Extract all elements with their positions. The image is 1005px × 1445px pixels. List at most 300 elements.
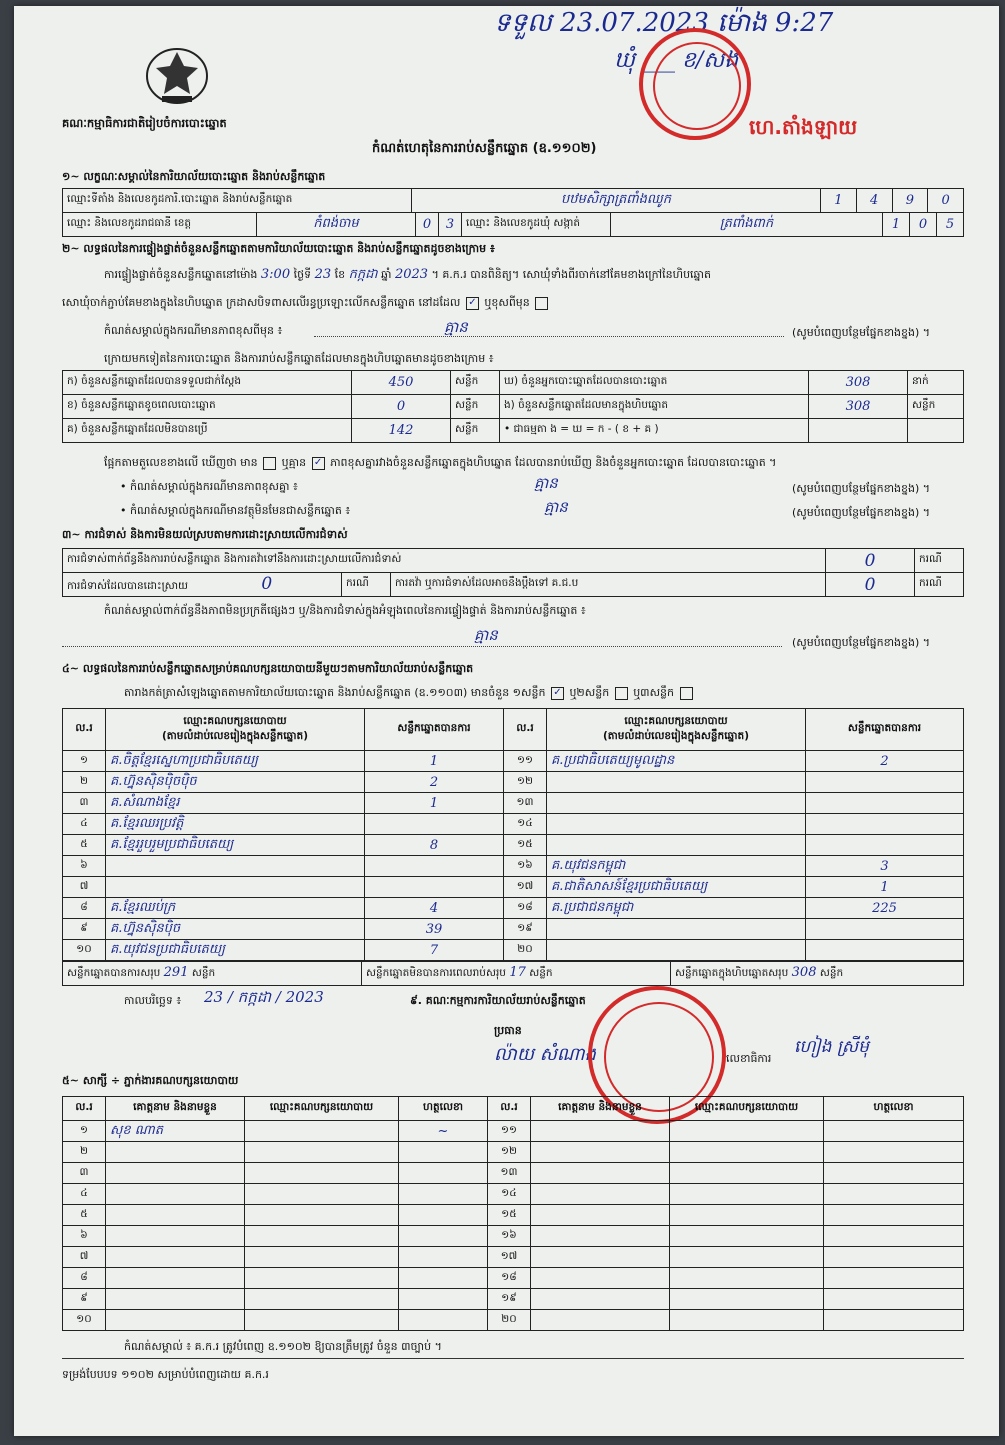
witness-no-right: ១៩ xyxy=(488,1289,531,1310)
witness-no-right: ១៨ xyxy=(488,1268,531,1289)
objection-row2-unit: ករណី xyxy=(342,573,391,597)
witness-table xyxy=(62,1096,964,1331)
secretary-label: លេខាធិការ xyxy=(726,1052,772,1065)
witness-party xyxy=(245,1142,399,1163)
witness-name xyxy=(106,1289,245,1310)
bullet2-label: • កំណត់សម្គាល់ក្នុងករណីមានវត្ថុមិនមែនជាសន្លឹកឆ្នោត ៖ xyxy=(120,504,351,517)
ballot-count-table xyxy=(62,370,964,443)
witness-party-right xyxy=(670,1226,824,1247)
party-name: គ.ខ្មែររួបរួមប្រជាធិបតេយ្យ xyxy=(106,835,365,856)
three-sheet-checkbox[interactable] xyxy=(680,687,693,700)
party-no-right: ១៣ xyxy=(504,793,547,814)
two-sheet-checkbox[interactable] xyxy=(615,687,628,700)
party-votes-right xyxy=(806,814,964,835)
station-code-2: 4 xyxy=(856,189,892,213)
ballot-value-right: 308 xyxy=(809,371,908,395)
col-votes: សន្លឹកឆ្នោតបានការ xyxy=(365,709,504,751)
section1-table xyxy=(62,188,964,213)
witness-no: ៧ xyxy=(63,1247,106,1268)
witness-no: ៦ xyxy=(63,1226,106,1247)
party-votes xyxy=(365,856,504,877)
party-votes: 8 xyxy=(365,835,504,856)
party-name: គ.ខ្មែរឈរប្រវត្តិ xyxy=(106,814,365,835)
w-col-party: ឈ្មោះគណបក្សនយោបាយ xyxy=(245,1097,399,1121)
party-name-right: គ.ប្រជាធិបតេយ្យមូលដ្ឋាន xyxy=(547,751,806,772)
ballot-label: គ) ចំនួនសន្លឹកឆ្នោតដែលមិនបានប្រើ xyxy=(63,419,352,443)
totals-table xyxy=(62,961,964,986)
witness-sign xyxy=(399,1163,488,1184)
table-row xyxy=(63,1121,964,1142)
ballot-unit: សន្លឹក xyxy=(451,371,500,395)
table-row xyxy=(63,1226,964,1247)
station-code-1: 1 xyxy=(821,189,857,213)
received-place: ឃុំ ___ ខ/សង xyxy=(614,48,739,73)
section4-title: ៤~ លទ្ធផលនៃការរាប់សន្លឹកឆ្នោតសម្រាប់គណបក្សនយោបាយនីមួយៗតាមការិយាល័យរាប់សន្លឹកឆ្នោត xyxy=(62,662,474,675)
party-results-table xyxy=(62,708,964,961)
party-votes-right: 3 xyxy=(806,856,964,877)
objection-table xyxy=(62,548,964,597)
bullet1-hint: (សូមបំពេញបន្ថែមផ្នែកខាងខ្នង) ។ xyxy=(792,482,931,495)
party-no-right: ១២ xyxy=(504,772,547,793)
party-name-right xyxy=(547,814,806,835)
witness-name-right xyxy=(531,1205,670,1226)
total-valid-value: 291 xyxy=(163,965,189,980)
party-votes: 4 xyxy=(365,898,504,919)
province-code-1: 0 xyxy=(416,213,439,237)
party-name-right xyxy=(547,772,806,793)
ballot-label: ខ) ចំនួនសន្លឹកឆ្នោតខូចពេលបោះឆ្នោត xyxy=(63,395,352,419)
witness-no-right: ២០ xyxy=(488,1310,531,1331)
bullet2-hint: (សូមបំពេញបន្ថែមផ្នែកខាងខ្នង) ។ xyxy=(792,506,931,519)
col-no-right: ល.រ xyxy=(504,709,547,751)
objection-row1-value: 0 xyxy=(826,549,915,573)
witness-name xyxy=(106,1205,245,1226)
witness-sign-right xyxy=(824,1226,964,1247)
intro-text-b: ឬ២សន្លឹក xyxy=(569,686,610,699)
committee-name: គណៈកម្មាធិការជាតិរៀបចំការបោះឆ្នោត xyxy=(62,116,227,130)
col-party-right xyxy=(547,709,806,751)
objection-row1-label: ការជំទាស់ពាក់ព័ន្ធនឹងការរាប់សន្លឹកឆ្នោត និងការតវ៉ាទៅនឹងការដោះស្រាយលើការជំទាស់ xyxy=(63,549,826,573)
witness-sign xyxy=(399,1289,488,1310)
table-row xyxy=(63,919,964,940)
party-votes xyxy=(365,877,504,898)
party-votes-right: 2 xyxy=(806,751,964,772)
party-name-right xyxy=(547,835,806,856)
appeal-unit: ករណី xyxy=(915,573,964,597)
witness-sign xyxy=(399,1268,488,1289)
party-name-right xyxy=(547,940,806,961)
section3-title: ៣~ ការជំទាស់ និងការមិនយល់ស្របតាមការដោះស្រាយលើការជំទាស់ xyxy=(62,528,348,541)
appeal-label: ការតវ៉ា ឬការជំទាស់ដែលអាចនឹងប្តឹងទៅ គ.ជ.ប xyxy=(391,573,826,597)
table-row xyxy=(63,772,964,793)
witness-party xyxy=(245,1226,399,1247)
para4-text-a: ផ្អែកតាមតួលេខខាងលើ ឃើញថា មាន xyxy=(104,456,258,469)
table-row xyxy=(63,1184,964,1205)
party-votes: 7 xyxy=(365,940,504,961)
changed-checkbox[interactable] xyxy=(535,297,548,310)
stamp-signature-note: ហេ.តាំងឡាយ xyxy=(749,115,858,139)
ballot-value: 0 xyxy=(352,395,451,419)
col-party xyxy=(106,709,365,751)
section4-intro xyxy=(124,686,695,700)
witness-party-right xyxy=(670,1163,824,1184)
witness-name-right xyxy=(531,1310,670,1331)
total-invalid xyxy=(362,962,671,986)
witness-no-right: ១៣ xyxy=(488,1163,531,1184)
total-valid xyxy=(63,962,362,986)
party-name: គ.យុវជនប្រជាធិបតេយ្យ xyxy=(106,940,365,961)
witness-name xyxy=(106,1142,245,1163)
witness-name-right xyxy=(531,1226,670,1247)
party-name: គ.ខ្មែរឈប់ក្រ xyxy=(106,898,365,919)
form-footer: ទម្រង់បែបបទ ១១០២ សម្រាប់បំពេញដោយ គ.ក.រ xyxy=(62,1368,269,1381)
ballot-unit-right xyxy=(908,419,964,443)
party-votes: 1 xyxy=(365,751,504,772)
witness-party xyxy=(245,1163,399,1184)
col-party-title-right: ឈ្មោះគណបក្សនយោបាយ xyxy=(624,714,728,727)
section2-para4 xyxy=(104,456,776,470)
col-votes-right: សន្លឹកឆ្នោតបានការ xyxy=(806,709,964,751)
party-votes-right xyxy=(806,940,964,961)
witness-sign-right xyxy=(824,1121,964,1142)
resolved-label: ការជំទាស់ដែលបានដោះស្រាយ xyxy=(67,580,189,592)
section2-para3: ក្រោយមកទៀតនៃការបោះឆ្នោត និងការរាប់សន្លឹកឆ្នោតដែលមានក្នុងហិបឆ្នោតមានដូចខាងក្រោម ៖ xyxy=(104,352,494,365)
witness-name-right xyxy=(531,1184,670,1205)
witness-no: ១ xyxy=(63,1121,106,1142)
objection-row1-unit: ករណី xyxy=(915,549,964,573)
party-name: គ.ហ្វ៊ុនស៊ិនប៉ិច xyxy=(106,919,365,940)
table-row xyxy=(63,898,964,919)
unchanged-checkbox[interactable]: ✓ xyxy=(466,297,479,310)
party-votes: 39 xyxy=(365,919,504,940)
witness-name xyxy=(106,1163,245,1184)
para1-text-e: ។ គ.ក.រ បានពិនិត្យ។ សោឃុំទាំងពីរចាក់នៅគែមខាងក្រៅនៃហិបឆ្នោត xyxy=(431,268,712,281)
party-name: គ.សំណាងខ្មែរ xyxy=(106,793,365,814)
party-votes-right: 1 xyxy=(806,877,964,898)
secretary-name: ហៀង ស្រីមុំ xyxy=(794,1037,869,1057)
para2-text: សោឃុំចាក់ភ្ជាប់គែមខាងក្នុងនៃហិបឆ្នោត ក្រដាសបិទពាសលើរន្ធប្រឡោះលើកសន្លឹកឆ្នោត នៅដដែល xyxy=(62,296,461,309)
ballot-unit-right: នាក់ xyxy=(908,371,964,395)
para4-text-c: ភាពខុសគ្នារវាងចំនួនសន្លឹកឆ្នោតក្នុងហិបឆ្នោត ដែលបានរាប់ឃើញ និងចំនួនអ្នកបោះឆ្នោត ដែលបានបោះឆ្នោត ។ xyxy=(330,456,777,469)
party-name-right: គ.ប្រជាជនកម្ពុជា xyxy=(547,898,806,919)
chair-label: ប្រធាន xyxy=(494,1024,522,1037)
col-party-title: ឈ្មោះគណបក្សនយោបាយ xyxy=(183,714,287,727)
col-party-sub-right: (តាមលំដាប់លេខរៀងក្នុងសន្លឹកឆ្នោត) xyxy=(602,729,750,742)
party-name: គ.ហ្វ៊ុនស៊ិនប៉ិចប៉ិច xyxy=(106,772,365,793)
total-valid-label: សន្លឹកឆ្នោតបានការសរុប xyxy=(67,967,161,979)
witness-name-right xyxy=(531,1163,670,1184)
commune-name: ត្រពាំងពាក់ xyxy=(611,213,883,237)
objection-row2-label xyxy=(63,573,342,597)
w-col-name: គោត្តនាម និងនាមខ្លួន xyxy=(106,1097,245,1121)
section3-note: កំណត់សម្គាល់ពាក់ព័ន្ធនឹងភាពមិនប្រក្រតីផ្សេងៗ ឬ/និងការជំទាស់ក្នុងអំឡុងពេលនៃការផ្ទៀងផ្ទាត់ និងការរាប់សន្លឹកឆ្នោត ៖ xyxy=(104,604,586,617)
witness-no: ៣ xyxy=(63,1163,106,1184)
note-diff-hint: (សូមបំពេញបន្ថែមផ្នែកខាងខ្នង) ។ xyxy=(792,326,931,339)
ballot-unit: សន្លឹក xyxy=(451,395,500,419)
verify-day: 23 xyxy=(314,267,332,282)
party-no-right: ២០ xyxy=(504,940,547,961)
party-votes-right xyxy=(806,772,964,793)
party-no-right: ១១ xyxy=(504,751,547,772)
witness-no: ៩ xyxy=(63,1289,106,1310)
witness-sign-right xyxy=(824,1184,964,1205)
province-name: កំពង់ចាម xyxy=(257,213,416,237)
w-col-sign-right: ហត្ថលេខា xyxy=(824,1097,964,1121)
no-diff-checkbox[interactable]: ✓ xyxy=(312,457,325,470)
party-votes-right: 225 xyxy=(806,898,964,919)
w-col-no-right: ល.រ xyxy=(488,1097,531,1121)
witness-party-right xyxy=(670,1289,824,1310)
table-row xyxy=(63,877,964,898)
w-col-no: ល.រ xyxy=(63,1097,106,1121)
party-votes: 1 xyxy=(365,793,504,814)
witness-name xyxy=(106,1247,245,1268)
witness-no-right: ១៥ xyxy=(488,1205,531,1226)
party-votes-right xyxy=(806,835,964,856)
station-code-3: 9 xyxy=(892,189,928,213)
dotted-line-2 xyxy=(62,646,782,647)
verify-month: កក្កដា xyxy=(348,267,378,282)
witness-no: ១០ xyxy=(63,1310,106,1331)
table-row xyxy=(63,1205,964,1226)
table-row xyxy=(63,856,964,877)
witness-name xyxy=(106,1226,245,1247)
note-diff-value: គ្មាន xyxy=(444,318,468,336)
ballot-unit: សន្លឹក xyxy=(451,419,500,443)
party-no-right: ១៤ xyxy=(504,814,547,835)
witness-sign: ~ xyxy=(399,1121,488,1142)
party-no-right: ១៥ xyxy=(504,835,547,856)
witness-party xyxy=(245,1247,399,1268)
w-col-party-right: ឈ្មោះគណបក្សនយោបាយ xyxy=(670,1097,824,1121)
witness-name xyxy=(106,1310,245,1331)
verify-time: 3:00 xyxy=(260,267,291,282)
party-no: ១០ xyxy=(63,940,106,961)
witness-sign xyxy=(399,1226,488,1247)
witness-name: សុខ ណាត xyxy=(106,1121,245,1142)
witness-no: ៨ xyxy=(63,1268,106,1289)
ballot-value: 450 xyxy=(352,371,451,395)
party-name-right xyxy=(547,793,806,814)
party-no: ១ xyxy=(63,751,106,772)
party-name xyxy=(106,856,365,877)
total-box-unit: សន្លឹក xyxy=(819,967,844,979)
section5-note: កំណត់សម្គាល់ ៖ គ.ក.រ ត្រូវបំពេញ ឧ.១១០២ ឱ្យបានត្រឹមត្រូវ ចំនួន ៣ច្បាប់ ។ xyxy=(124,1340,442,1353)
witness-name-right xyxy=(531,1247,670,1268)
witness-sign xyxy=(399,1184,488,1205)
station-name: បឋមសិក្សាត្រពាំងឈូក xyxy=(412,189,821,213)
ballot-label-right: ង) ចំនួនសន្លឹកឆ្នោតដែលមានក្នុងហិបឆ្នោត xyxy=(500,395,809,419)
table-row xyxy=(63,835,964,856)
witness-sign xyxy=(399,1205,488,1226)
witness-party-right xyxy=(670,1310,824,1331)
ballot-value: 142 xyxy=(352,419,451,443)
witness-party xyxy=(245,1205,399,1226)
section3-hint: (សូមបំពេញបន្ថែមផ្នែកខាងខ្នង) ។ xyxy=(792,636,931,649)
witness-party xyxy=(245,1310,399,1331)
party-no-right: ១៦ xyxy=(504,856,547,877)
bullet2-value: គ្មាន xyxy=(544,498,568,516)
party-no-right: ១៨ xyxy=(504,898,547,919)
section2-para1 xyxy=(104,268,711,282)
total-valid-unit: សន្លឹក xyxy=(191,967,216,979)
form-title: កំណត់ហេតុនៃការរាប់សន្លឹកឆ្នោត (ឧ.១១០២) xyxy=(372,141,597,156)
witness-party xyxy=(245,1289,399,1310)
witness-sign-right xyxy=(824,1205,964,1226)
witness-no-right: ១៦ xyxy=(488,1226,531,1247)
witness-sign xyxy=(399,1247,488,1268)
table-row xyxy=(63,751,964,772)
witness-no-right: ១២ xyxy=(488,1142,531,1163)
party-no: ៤ xyxy=(63,814,106,835)
witness-name-right xyxy=(531,1142,670,1163)
witness-name-right xyxy=(531,1289,670,1310)
party-no: ៧ xyxy=(63,877,106,898)
footer-divider xyxy=(62,1358,964,1359)
red-stamp-top xyxy=(639,28,751,140)
witness-party-right xyxy=(670,1247,824,1268)
province-label: ឈ្មោះ និងលេខកូដរាជធានី ខេត្ត xyxy=(63,213,257,237)
date-label: កាលបរិច្ឆេទ ៖ xyxy=(124,994,182,1007)
date-value: 23 / កក្កដា / 2023 xyxy=(204,988,324,1006)
ballot-label: ក) ចំនួនសន្លឹកឆ្នោតដែលបានទទួលជាក់ស្តែង xyxy=(63,371,352,395)
witness-sign xyxy=(399,1142,488,1163)
ballot-row xyxy=(63,419,964,443)
total-box-value: 308 xyxy=(791,965,817,980)
section2-title: ២~ លទ្ធផលនៃការផ្ទៀងផ្ទាត់ចំនួនសន្លឹកឆ្នោតតាមការិយាល័យបោះឆ្នោត និងរាប់សន្លឹកឆ្នោតដូចខាងក្រោម ៖ xyxy=(62,242,495,255)
witness-party-right xyxy=(670,1184,824,1205)
verify-year: 2023 xyxy=(394,267,429,282)
note-diff-label: កំណត់សម្គាល់ក្នុងករណីមានភាពខុសពីមុន ៖ xyxy=(104,324,283,337)
party-no-right: ១៧ xyxy=(504,877,547,898)
w-col-sign: ហត្ថលេខា xyxy=(399,1097,488,1121)
ballot-row xyxy=(63,371,964,395)
section1-table-row2 xyxy=(62,212,964,237)
table-row xyxy=(63,1289,964,1310)
ballot-unit-right: សន្លឹក xyxy=(908,395,964,419)
witness-sign-right xyxy=(824,1268,964,1289)
section5-title: ៥~ សាក្សី ÷ ភ្នាក់ងារគណបក្សនយោបាយ xyxy=(62,1074,239,1087)
committee-label: ៩. គណៈកម្មការការិយាល័យរាប់សន្លឹកឆ្នោត xyxy=(410,994,586,1007)
col-no: ល.រ xyxy=(63,709,106,751)
table-row xyxy=(63,1142,964,1163)
para1-text-c: ខែ xyxy=(334,268,346,281)
col-party-sub: (តាមលំដាប់លេខរៀងក្នុងសន្លឹកឆ្នោត) xyxy=(161,729,309,742)
party-name: គ.ចិត្តខ្មែរស្នេហាប្រជាធិបតេយ្យ xyxy=(106,751,365,772)
ballot-label-right: ឃ) ចំនួនអ្នកបោះឆ្នោតដែលបានបោះឆ្នោត xyxy=(500,371,809,395)
received-note: ទទួល 23.07.2023 ម៉ោង 9:27 xyxy=(494,8,834,38)
witness-sign xyxy=(399,1310,488,1331)
witness-name-right xyxy=(531,1121,670,1142)
ballot-row xyxy=(63,395,964,419)
party-name-right: គ.ជាតិសាសន៍ខ្មែរប្រជាធិបតេយ្យ xyxy=(547,877,806,898)
intro-text: តារាងកត់ត្រាសំឡេងឆ្នោតតាមការិយាល័យបោះឆ្នោត និងរាប់សន្លឹកឆ្នោត (ឧ.១១០៣) មានចំនួន ១សន្លឹក xyxy=(124,686,546,699)
ballot-label-right: • ជាធម្មតា ង = ឃ = ក - ( ខ + គ ) xyxy=(500,419,809,443)
witness-party-right xyxy=(670,1142,824,1163)
para1-text-a: ការផ្ទៀងផ្ទាត់ចំនួនសន្លឹកឆ្នោតនៅម៉ោង xyxy=(104,268,258,281)
total-box-label: សន្លឹកឆ្នោតក្នុងហិបឆ្នោតសរុប xyxy=(675,967,789,979)
para1-text-d: ឆ្នាំ xyxy=(381,268,392,281)
witness-sign-right xyxy=(824,1310,964,1331)
table-row xyxy=(63,940,964,961)
table-row xyxy=(63,1163,964,1184)
commune-code-3: 5 xyxy=(937,213,964,237)
party-no-right: ១៩ xyxy=(504,919,547,940)
witness-no: ២ xyxy=(63,1142,106,1163)
commune-label: ឈ្មោះ និងលេខកូដឃុំ សង្កាត់ xyxy=(462,213,611,237)
table-row xyxy=(63,1247,964,1268)
party-name xyxy=(106,877,365,898)
party-no: ៩ xyxy=(63,919,106,940)
witness-party-right xyxy=(670,1268,824,1289)
witness-sign-right xyxy=(824,1163,964,1184)
party-no: ៦ xyxy=(63,856,106,877)
table-row xyxy=(63,814,964,835)
table-row xyxy=(63,793,964,814)
ballot-value-right xyxy=(809,419,908,443)
intro-text-c: ឬ៣សន្លឹក xyxy=(633,686,675,699)
party-votes xyxy=(365,814,504,835)
witness-party xyxy=(245,1184,399,1205)
party-no: ៥ xyxy=(63,835,106,856)
para2-text-b: ឬខុសពីមុន xyxy=(484,296,530,309)
witness-sign-right xyxy=(824,1142,964,1163)
table-row xyxy=(63,1310,964,1331)
witness-no-right: ១១ xyxy=(488,1121,531,1142)
station-label: ឈ្មោះទីតាំង និងលេខកូដការិ.បោះឆ្នោត និងរាប់សន្លឹកឆ្នោត xyxy=(63,189,412,213)
section1-title: ១~ លក្ខណៈសម្គាល់នៃការិយាល័យបោះឆ្នោត និងរាប់សន្លឹកឆ្នោត xyxy=(62,170,326,183)
witness-name xyxy=(106,1268,245,1289)
witness-party-right xyxy=(670,1205,824,1226)
appeal-value: 0 xyxy=(826,573,915,597)
form-sheet xyxy=(14,6,999,1436)
witness-party xyxy=(245,1268,399,1289)
total-invalid-value: 17 xyxy=(509,965,526,980)
party-no: ៣ xyxy=(63,793,106,814)
section2-para2 xyxy=(62,296,550,310)
party-votes-right xyxy=(806,919,964,940)
total-invalid-label: សន្លឹកឆ្នោតមិនបានការពេលរាប់សរុប xyxy=(366,967,506,979)
emblem-logo xyxy=(142,44,212,106)
station-code-4: 0 xyxy=(928,189,964,213)
para4-text-b: ឬគ្មាន xyxy=(281,456,307,469)
party-no: ៨ xyxy=(63,898,106,919)
witness-party xyxy=(245,1121,399,1142)
witness-name xyxy=(106,1184,245,1205)
party-votes-right xyxy=(806,793,964,814)
witness-no-right: ១៤ xyxy=(488,1184,531,1205)
party-name-right xyxy=(547,919,806,940)
province-code-2: 3 xyxy=(439,213,462,237)
witness-sign-right xyxy=(824,1247,964,1268)
ballot-value-right: 308 xyxy=(809,395,908,419)
witness-party-right xyxy=(670,1121,824,1142)
witness-sign-right xyxy=(824,1289,964,1310)
table-row xyxy=(63,1268,964,1289)
party-no: ២ xyxy=(63,772,106,793)
party-name-right: គ.យុវជនកម្ពុជា xyxy=(547,856,806,877)
chair-name: ល៉ាយ សំណាង xyxy=(494,1044,596,1065)
commune-code-1: 1 xyxy=(883,213,910,237)
total-invalid-unit: សន្លឹក xyxy=(529,967,553,979)
witness-no: ៥ xyxy=(63,1205,106,1226)
party-votes: 2 xyxy=(365,772,504,793)
bullet1-value: គ្មាន xyxy=(534,474,558,492)
witness-no-right: ១៧ xyxy=(488,1247,531,1268)
w-col-name-right: គោត្តនាម និងនាមខ្លួន xyxy=(531,1097,670,1121)
has-diff-checkbox[interactable] xyxy=(263,457,276,470)
one-sheet-checkbox[interactable]: ✓ xyxy=(551,687,564,700)
